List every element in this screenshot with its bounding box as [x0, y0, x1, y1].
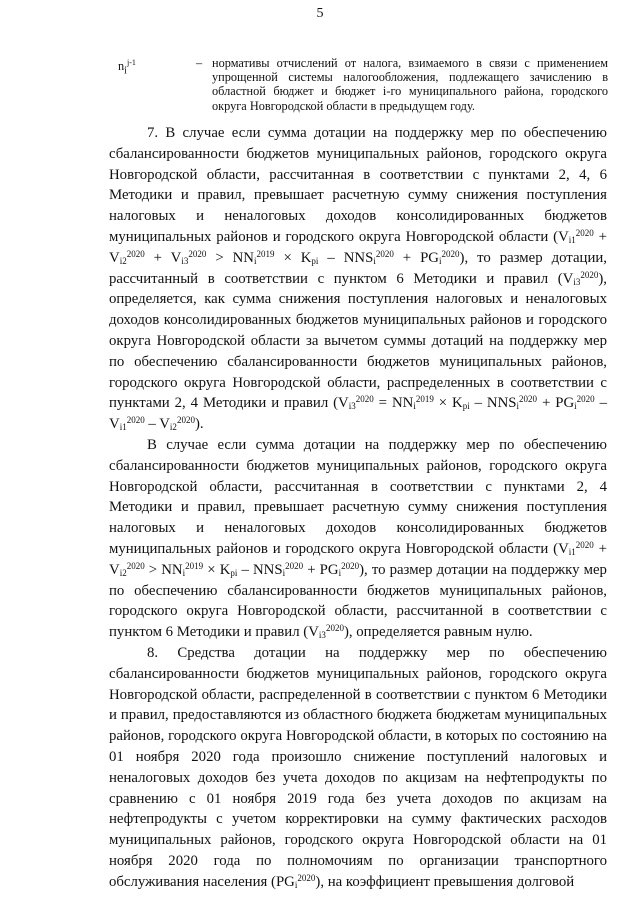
text-run: В случае если сумма дотации на поддержку мер по обеспечению сбалансированности бюджетов муниципальных районов, городского округа Новгородской области, рассчитанная в соответствии с пунктами 2, 4 Методики и правил, превышает расчетную сумму снижения поступления налоговых и неналоговых доходов консолидированных бюджетов муниципальных районов и городского округа Новгородской области (V — [109, 436, 607, 557]
superscript-year: 2020 — [285, 560, 304, 571]
definition-dash: – — [196, 56, 203, 70]
superscript-year: 2020 — [176, 415, 195, 426]
text-run: ), на коэффициент превышения долговой — [315, 873, 575, 890]
text-run: + PG — [537, 395, 575, 412]
superscript-year: 2020 — [355, 394, 374, 405]
subscript-index: i — [516, 401, 520, 412]
superscript-year: 2019 — [256, 248, 275, 259]
text-run: + V — [144, 249, 182, 266]
definition-text: нормативы отчислений от налога, взимаемого в связи с применением упрощенной системы налогообложения, подлежащего зачислению в областной бюджет и бюджет i-го муниципального района, городского округа Новгородской области в предыдущем году. — [212, 56, 608, 113]
text-run: = NN — [373, 395, 414, 412]
superscript-year: 2020 — [341, 560, 360, 571]
subscript-index: i — [574, 401, 577, 412]
subscript-index: pi — [311, 255, 319, 266]
subscript-index: i — [182, 567, 186, 578]
subscript-index: i — [282, 567, 286, 578]
superscript-year: 2020 — [126, 415, 145, 426]
text-run: + PG — [303, 561, 339, 578]
text-run: 7. В случае если сумма дотации на поддержку мер по обеспечению сбалансированности бюджетов муниципальных районов, городского округа Новгородской области, рассчитанная в соответствии с пунктами 2, 4, 6 Методики и правил, превышает расчетную сумму снижения поступления налоговых и неналоговых доходов консолидированных бюджетов муниципальных районов и городского округа Новгородской области (V — [109, 125, 607, 245]
subscript-index: i2 — [169, 422, 177, 433]
text-run: – NNS — [469, 395, 517, 412]
text-run: – V — [109, 395, 607, 433]
subscript-index: i3 — [181, 255, 189, 266]
superscript-year: 2020 — [375, 248, 394, 259]
page-number: 5 — [316, 6, 324, 21]
text-run: > NN — [206, 249, 254, 266]
superscript-year: 2020 — [575, 227, 594, 238]
subscript-index: pi — [462, 401, 470, 412]
subscript-index: i — [253, 255, 257, 266]
subscript-index: i — [338, 567, 342, 578]
paragraph-7 — [109, 123, 607, 435]
symbol-base: n — [118, 59, 125, 73]
text-run: + PG — [393, 249, 439, 266]
paragraph-8 — [109, 643, 607, 893]
text-run: ), определяется равным нулю. — [343, 624, 533, 641]
text-run: – NNS — [318, 249, 374, 266]
document-body — [109, 123, 607, 892]
text-run: + V — [109, 540, 608, 578]
superscript-year: 2019 — [185, 560, 204, 571]
subscript-index: i — [373, 255, 376, 266]
subscript-index: i1 — [568, 546, 576, 557]
subscript-index: i1 — [119, 422, 127, 433]
symbol-subscript: i — [124, 65, 128, 77]
text-run: × K — [274, 249, 312, 266]
text-run: > NN — [144, 561, 183, 578]
superscript-year: 2020 — [297, 872, 316, 883]
subscript-index: i — [439, 255, 442, 266]
text-run: ), то размер дотации на поддержку мер по обеспечению сбалансированности бюджетов муниципальных районов, городского округа Новгородской области, рассчитанной в соответствии с пунктом 6 Методики и правил (V — [109, 561, 607, 641]
superscript-year: 2020 — [519, 394, 538, 405]
subscript-index: i — [413, 401, 416, 412]
text-run: × K — [433, 395, 463, 412]
superscript-year: 2020 — [126, 560, 145, 571]
superscript-year: 2020 — [188, 248, 207, 259]
paragraph-7-continuation — [109, 435, 607, 643]
subscript-index: pi — [230, 567, 238, 578]
subscript-index: i3 — [348, 401, 356, 412]
text-run: – V — [144, 416, 170, 433]
subscript-index: i2 — [119, 255, 127, 266]
subscript-index: i1 — [568, 234, 576, 245]
text-run: + V — [109, 228, 608, 266]
definition-symbol — [118, 56, 136, 79]
symbol-superscript: j-1 — [127, 58, 136, 67]
superscript-year: 2020 — [441, 248, 460, 259]
subscript-index: i — [294, 879, 298, 890]
subscript-index: i2 — [119, 567, 127, 578]
superscript-year: 2020 — [126, 248, 145, 259]
superscript-year: 2019 — [415, 394, 434, 405]
text-run: ), определяется, как сумма снижения поступления налоговых и неналоговых доходов консолидированных бюджетов муниципальных районов и городского округа Новгородской области за вычетом суммы дотаций на поддержку мер по обеспечению сбалансированности бюджетов муниципальных районов, городского округа Новгородской области, распределенных в соответствии с пунктами 2, 4 Методики и правил (V — [109, 270, 607, 412]
text-run: ). — [194, 416, 204, 433]
superscript-year: 2020 — [580, 269, 599, 280]
subscript-index: i3 — [318, 630, 326, 641]
text-run: × K — [203, 561, 231, 578]
text-run: – NNS — [237, 561, 283, 578]
text-run: 8. Средства дотации на поддержку мер по обеспечению сбалансированности бюджетов муниципальных районов, городского округа Новгородской области, распределенной в соответствии с пунктом 6 Методики и правил, предоставляются из областного бюджета бюджетам муниципальных районов, городского округа Новгородской области, в которых по состоянию на 01 ноября 2020 года произошло снижение поступлений налоговых и неналоговых доходов без учета доходов по акцизам на нефтепродукты по сравнению с 01 ноября 2019 года без учета доходов по акцизам на нефтепродукты с учетом корректировки на сумму фактических расходов муниципальных районов, городского округа Новгородской области на 01 ноября 2020 года по полномочиям по организации транспортного обслуживания населения (PG — [109, 644, 607, 890]
superscript-year: 2020 — [576, 394, 595, 405]
subscript-index: i3 — [573, 276, 581, 287]
definition-entry — [118, 56, 608, 114]
text-run: ), то размер дотации, рассчитанный в соответствии с пунктом 6 Методики и правил (V — [109, 249, 607, 287]
superscript-year: 2020 — [325, 623, 344, 634]
superscript-year: 2020 — [575, 539, 594, 550]
